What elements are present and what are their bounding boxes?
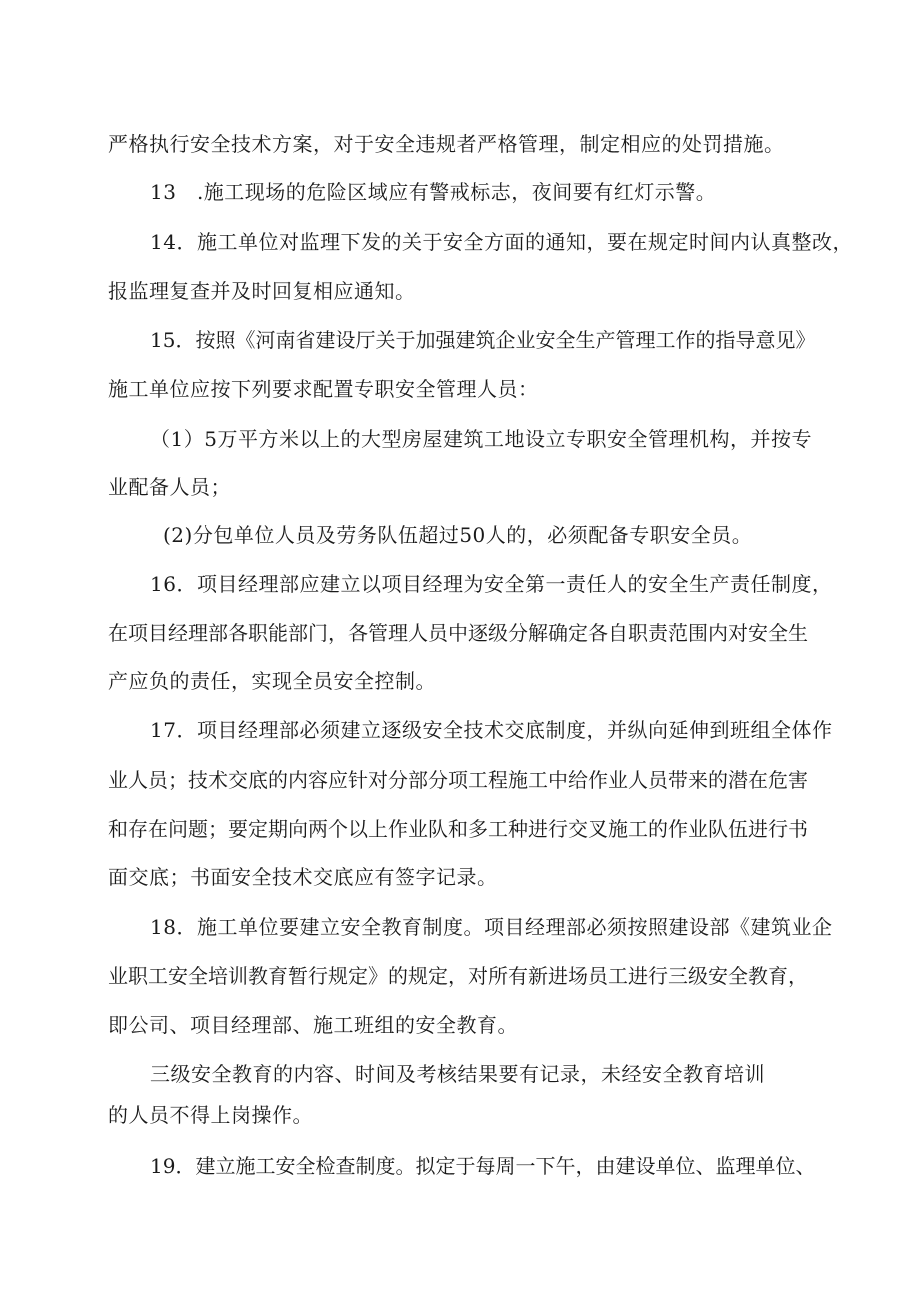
- item-13-line-1: 13 .施工现场的危险区域应有警戒标志，夜间要有红灯示警。: [150, 180, 717, 204]
- item-16-line-3: 产应负的责任，实现全员安全控制。: [108, 669, 436, 693]
- item-18-line-3: 即公司、项目经理部、施工班组的安全教育。: [108, 1013, 518, 1037]
- item-14-line-1: 14．施工单位对监理下发的关于安全方面的通知，要在规定时间内认真整改，: [150, 230, 853, 254]
- item-17-line-2: 业人员；技术交底的内容应针对分部分项工程施工中给作业人员带来的潜在危害: [108, 768, 808, 792]
- item-15-sub-2-line-1: (2)分包单位人员及劳务队伍超过50人的，必须配备专职安全员。: [163, 523, 753, 547]
- item-15-sub-1-line-2: 业配备人员；: [108, 475, 231, 499]
- text-line-1: 严格执行安全技术方案，对于安全违规者严格管理，制定相应的处罚措施。: [108, 132, 785, 156]
- item-16-line-2: 在项目经理部各职能部门，各管理人员中逐级分解确定各自职责范围内对安全生: [108, 621, 808, 645]
- paragraph-three-level-line-2: 的人员不得上岗操作。: [108, 1103, 313, 1127]
- item-17-line-1: 17．项目经理部必须建立逐级安全技术交底制度，并纵向延伸到班组全体作: [150, 718, 833, 742]
- item-15-line-2: 施工单位应按下列要求配置专职安全管理人员：: [108, 377, 539, 401]
- item-18-line-1: 18．施工单位要建立安全教育制度。项目经理部必须按照建设部《建筑业企: [150, 915, 833, 939]
- item-16-line-1: 16．项目经理部应建立以项目经理为安全第一责任人的安全生产责任制度，: [150, 572, 833, 596]
- item-17-line-4: 面交底；书面安全技术交底应有签字记录。: [108, 865, 498, 889]
- item-17-line-3: 和存在问题；要定期向两个以上作业队和多工种进行交叉施工的作业队伍进行书: [108, 817, 808, 841]
- item-19-line-1: 19．建立施工安全检查制度。拟定于每周一下午，由建设单位、监理单位、: [150, 1154, 816, 1178]
- item-18-line-2: 业职工安全培训教育暂行规定》的规定，对所有新进场员工进行三级安全教育，: [108, 964, 808, 988]
- item-15-sub-1-line-1: （1）5万平方米以上的大型房屋建筑工地设立专职安全管理机构，并按专: [150, 427, 812, 451]
- item-14-line-2: 报监理复查并及时回复相应通知。: [108, 279, 416, 303]
- item-15-line-1: 15．按照《河南省建设厅关于加强建筑企业安全生产管理工作的指导意见》: [150, 328, 816, 352]
- paragraph-three-level-line-1: 三级安全教育的内容、时间及考核结果要有记录，未经安全教育培训: [150, 1062, 765, 1086]
